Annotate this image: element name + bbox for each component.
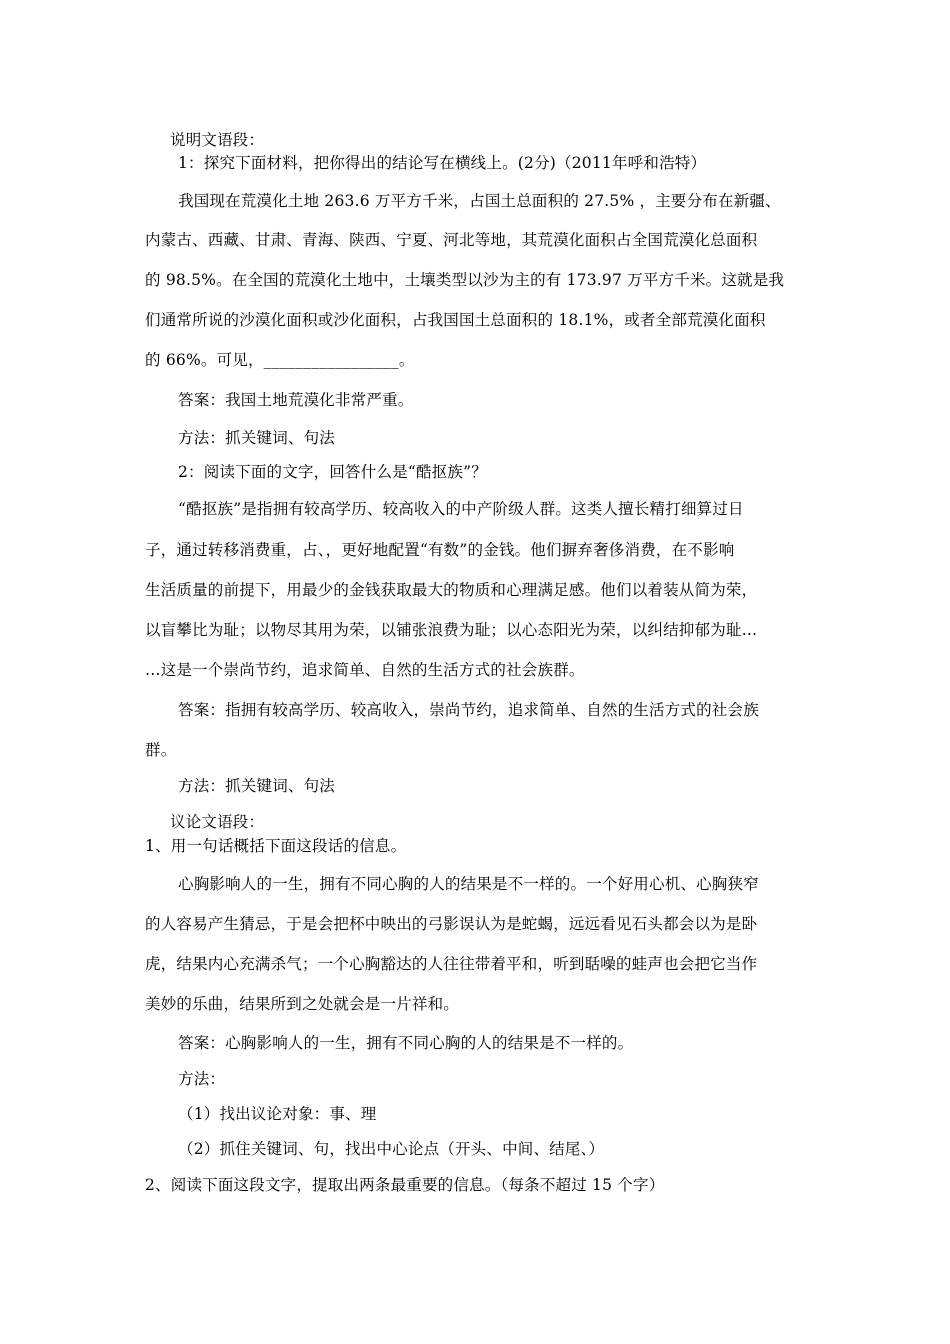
question-1-answer: 答案：我国土地荒漠化非常严重。: [178, 391, 414, 409]
passage-line: 的 66%。可见，_________________。: [145, 351, 415, 369]
passage-line: 我国现在荒漠化土地 263.6 万平方千米，占国土总面积的 27.5% ，主要分布在新疆、: [178, 192, 781, 210]
section-heading-argumentative: 议论文语段：: [170, 813, 265, 831]
passage-line: “酷抠族”是指拥有较高学历、较高收入的中产阶级人群。这类人擅长精打细算过日: [178, 500, 744, 518]
question-1-method: 方法：抓关键词、句法: [178, 429, 336, 447]
question-1-prompt: 1、用一句话概括下面这段话的信息。: [145, 837, 407, 855]
question-2-prompt: 2、阅读下面这段文字，提取出两条最重要的信息。（每条不超过 15 个字）: [145, 1176, 665, 1194]
method-step: （1）找出议论对象：事、理: [178, 1105, 377, 1123]
passage-line: 以盲攀比为耻；以物尽其用为荣，以铺张浪费为耻；以心态阳光为荣，以纠结抑郁为耻…: [145, 621, 758, 639]
passage-line: 内蒙古、西藏、甘肃、青海、陕西、宁夏、河北等地，其荒漠化面积占全国荒漠化总面积: [145, 231, 758, 249]
passage-line: 的人容易产生猜忌，于是会把杯中映出的弓影误认为是蛇蝎，远远看见石头都会以为是卧: [145, 915, 758, 933]
passage-line: 们通常所说的沙漠化面积或沙化面积，占我国国土总面积的 18.1%，或者全部荒漠化面积: [145, 311, 766, 329]
passage-line: 虎，结果内心充满杀气；一个心胸豁达的人往往带着平和，听到聒噪的蛙声也会把它当作: [145, 955, 758, 973]
passage-line: 的 98.5%。在全国的荒漠化土地中，土壤类型以沙为主的有 173.97 万平方千米。这就是我: [145, 271, 785, 289]
method-step: （2）抓住关键词、句，找出中心论点（开头、中间、结尾、）: [178, 1140, 605, 1158]
passage-line: 心胸影响人的一生，拥有不同心胸的人的结果是不一样的。一个好用心机、心胸狭窄: [178, 875, 759, 893]
question-2-prompt: 2：阅读下面的文字，回答什么是“酷抠族”？: [178, 463, 487, 481]
question-2-answer: 群。: [145, 741, 177, 759]
passage-line: 生活质量的前提下，用最少的金钱获取最大的物质和心理满足感。他们以着装从简为荣，: [145, 581, 758, 599]
question-1-prompt: 1：探究下面材料，把你得出的结论写在横线上。(2分)（2011年呼和浩特）: [178, 154, 707, 172]
question-1-method: 方法：: [178, 1070, 226, 1088]
passage-line: 美妙的乐曲，结果所到之处就会是一片祥和。: [145, 995, 460, 1013]
passage-line: 子，通过转移消费重，占、，更好地配置“有数”的金钱。他们摒弃奢侈消费，在不影响: [145, 541, 735, 559]
passage-line: …这是一个崇尚节约，追求简单、自然的生活方式的社会族群。: [145, 661, 585, 679]
question-2-method: 方法：抓关键词、句法: [178, 777, 336, 795]
question-1-answer: 答案：心胸影响人的一生，拥有不同心胸的人的结果是不一样的。: [178, 1034, 634, 1052]
question-2-answer: 答案：指拥有较高学历、较高收入，崇尚节约，追求简单、自然的生活方式的社会族: [178, 701, 759, 719]
section-heading-expository: 说明文语段：: [170, 131, 265, 149]
